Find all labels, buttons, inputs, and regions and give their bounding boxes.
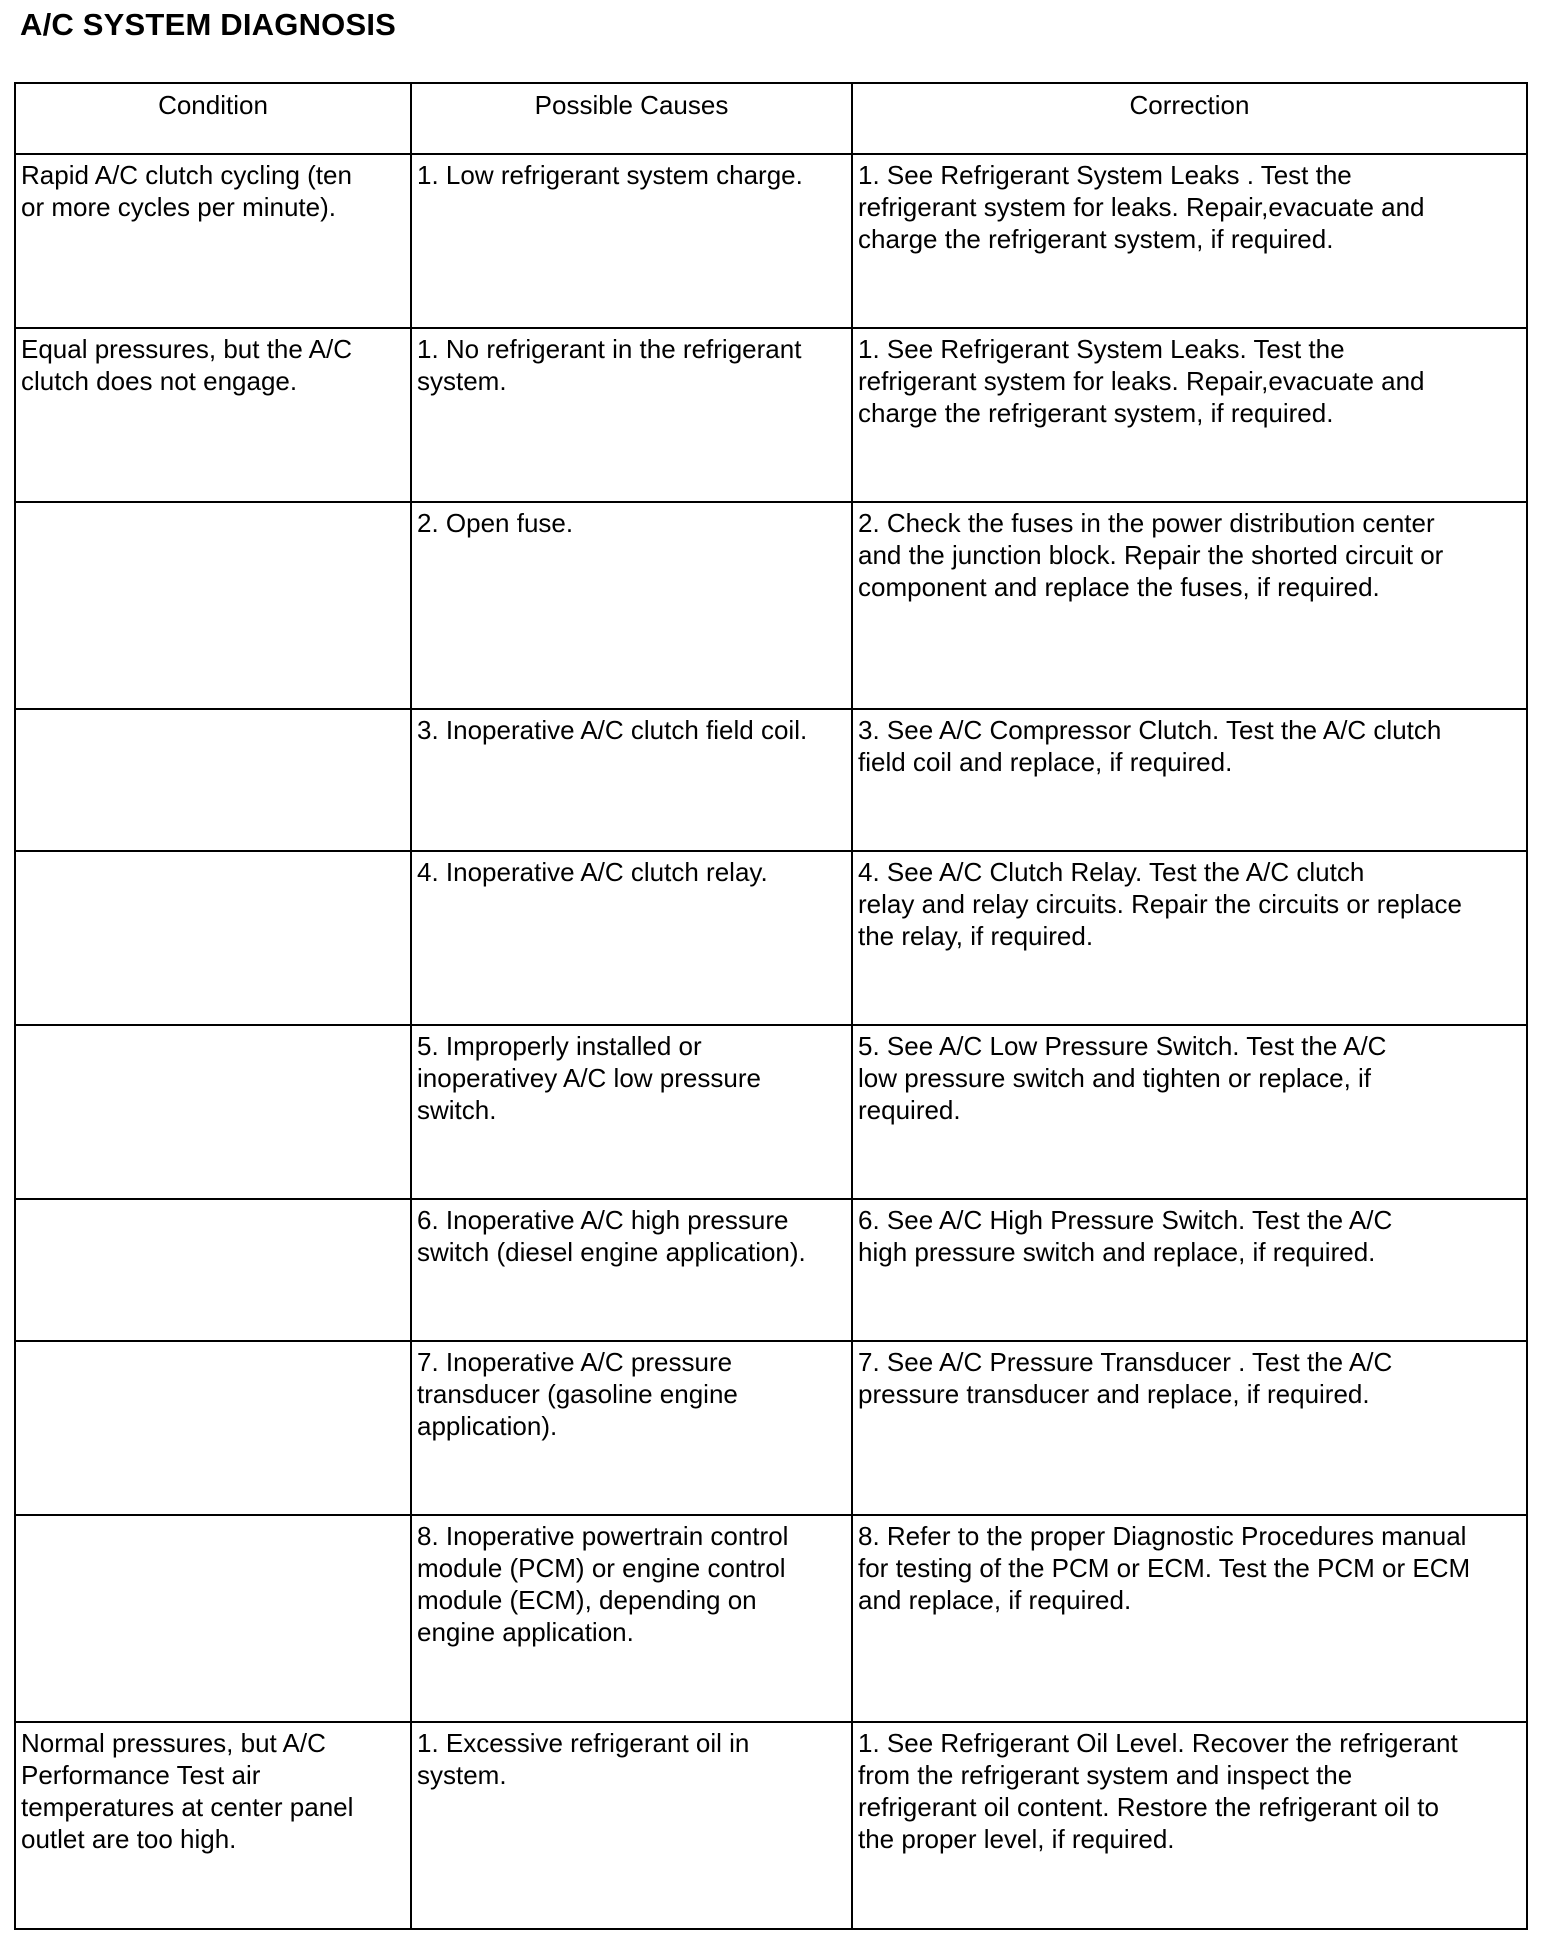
- table-row: [15, 1722, 1527, 1929]
- table-row: [15, 709, 1527, 851]
- table-header-row: [15, 83, 1527, 154]
- correction-cell: 1. See Refrigerant Oil Level. Recover the refrigerant from the refrigerant system and inspect the refrigerant oil content. Restore the refrigerant oil to the proper level, if required.: [852, 1722, 1527, 1929]
- table-row: [15, 1341, 1527, 1515]
- correction-cell: 7. See A/C Pressure Transducer . Test the A/C pressure transducer and replace, if required.: [852, 1341, 1527, 1515]
- table-row: [15, 154, 1527, 328]
- correction-cell: 5. See A/C Low Pressure Switch. Test the A/C low pressure switch and tighten or replace, if required.: [852, 1025, 1527, 1199]
- header-possible-causes: Possible Causes: [411, 83, 852, 154]
- header-correction: Correction: [852, 83, 1527, 154]
- condition-cell: [15, 709, 411, 851]
- condition-cell: Equal pressures, but the A/C clutch does not engage.: [15, 328, 411, 502]
- condition-cell: Normal pressures, but A/C Performance Test air temperatures at center panel outlet are too high.: [15, 1722, 411, 1929]
- table-row: [15, 1199, 1527, 1341]
- cause-cell: 2. Open fuse.: [411, 502, 852, 709]
- condition-cell: Rapid A/C clutch cycling (ten or more cycles per minute).: [15, 154, 411, 328]
- cause-cell: 1. No refrigerant in the refrigerant system.: [411, 328, 852, 502]
- correction-cell: 8. Refer to the proper Diagnostic Procedures manual for testing of the PCM or ECM. Test the PCM or ECM and replace, if required.: [852, 1515, 1527, 1722]
- condition-cell: [15, 502, 411, 709]
- correction-cell: 4. See A/C Clutch Relay. Test the A/C clutch relay and relay circuits. Repair the circuits or replace the relay, if required.: [852, 851, 1527, 1025]
- table-row: [15, 1025, 1527, 1199]
- correction-cell: 2. Check the fuses in the power distribution center and the junction block. Repair the shorted circuit or component and replace the fuses, if required.: [852, 502, 1527, 709]
- condition-cell: [15, 1341, 411, 1515]
- correction-cell: 1. See Refrigerant System Leaks. Test the refrigerant system for leaks. Repair,evacuate and charge the refrigerant system, if required.: [852, 328, 1527, 502]
- condition-cell: [15, 1199, 411, 1341]
- cause-cell: 1. Excessive refrigerant oil in system.: [411, 1722, 852, 1929]
- correction-cell: 1. See Refrigerant System Leaks . Test the refrigerant system for leaks. Repair,evacuate and charge the refrigerant system, if required.: [852, 154, 1527, 328]
- diagnosis-table: [14, 82, 1528, 1930]
- cause-cell: 8. Inoperative powertrain control module (PCM) or engine control module (ECM), depending on engine application.: [411, 1515, 852, 1722]
- cause-cell: 1. Low refrigerant system charge.: [411, 154, 852, 328]
- correction-cell: 6. See A/C High Pressure Switch. Test the A/C high pressure switch and replace, if required.: [852, 1199, 1527, 1341]
- condition-cell: [15, 1025, 411, 1199]
- correction-cell: 3. See A/C Compressor Clutch. Test the A/C clutch field coil and replace, if required.: [852, 709, 1527, 851]
- table-row: [15, 851, 1527, 1025]
- table-row: [15, 502, 1527, 709]
- table-row: [15, 328, 1527, 502]
- page-title: A/C SYSTEM DIAGNOSIS: [20, 7, 397, 42]
- cause-cell: 7. Inoperative A/C pressure transducer (gasoline engine application).: [411, 1341, 852, 1515]
- cause-cell: 5. Improperly installed or inoperativey A/C low pressure switch.: [411, 1025, 852, 1199]
- condition-cell: [15, 851, 411, 1025]
- condition-cell: [15, 1515, 411, 1722]
- header-condition: Condition: [15, 83, 411, 154]
- cause-cell: 6. Inoperative A/C high pressure switch (diesel engine application).: [411, 1199, 852, 1341]
- cause-cell: 3. Inoperative A/C clutch field coil.: [411, 709, 852, 851]
- cause-cell: 4. Inoperative A/C clutch relay.: [411, 851, 852, 1025]
- table-row: [15, 1515, 1527, 1722]
